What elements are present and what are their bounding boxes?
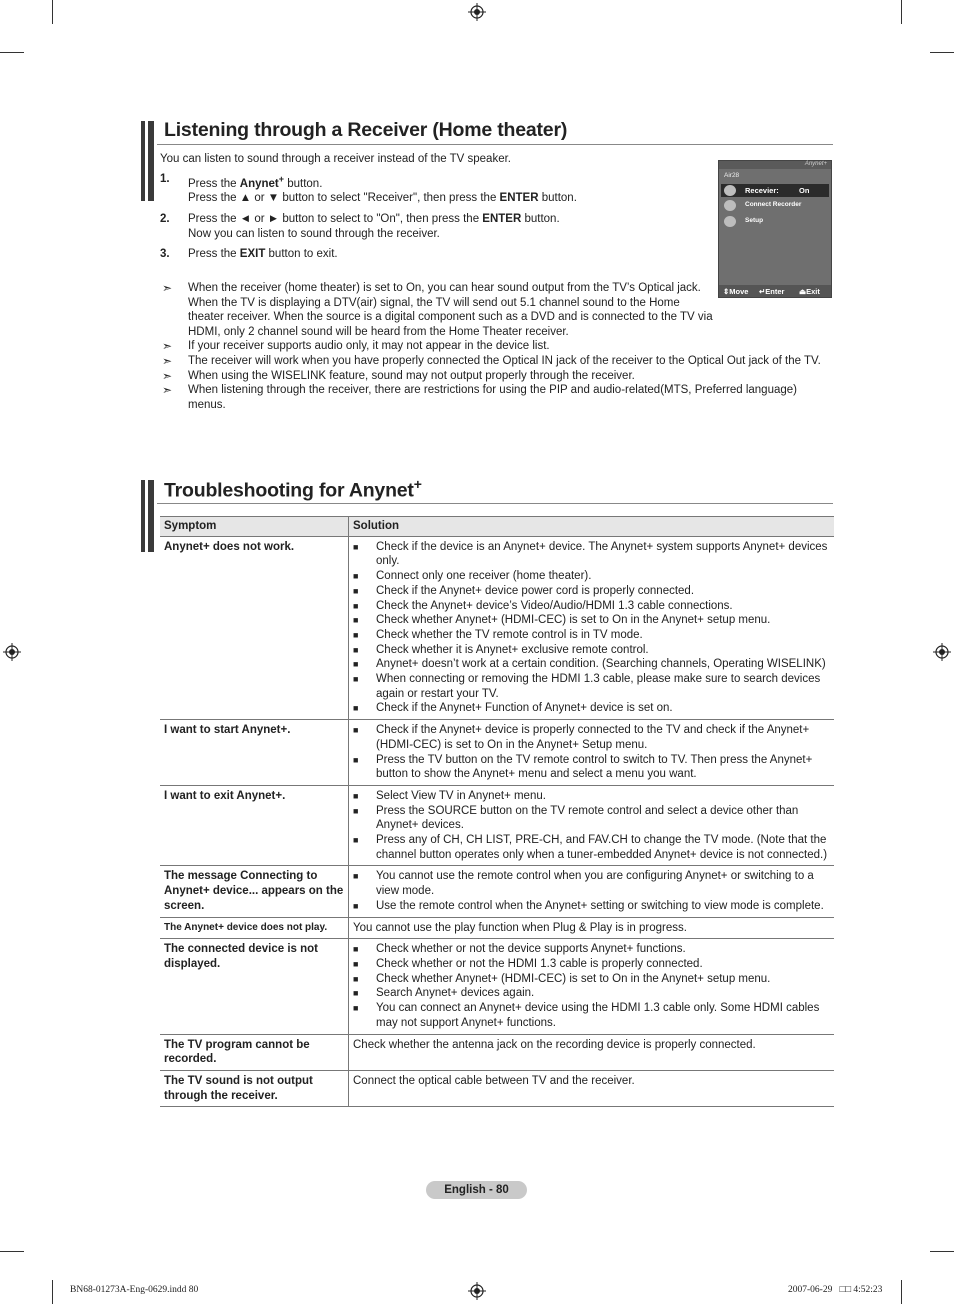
step-number: 1. [160, 173, 170, 185]
solution-item: ■ Check whether Anynet+ (HDMI-CEC) is set to On in the Anynet+ setup menu. [353, 972, 771, 985]
osd-item-setup: Setup [721, 215, 829, 228]
crop-mark [0, 52, 24, 53]
step-item [160, 247, 620, 262]
solution-item: ■ Search Anynet+ devices again. [353, 987, 535, 1000]
bullet-icon: ■ [353, 790, 359, 801]
solution-cell [349, 785, 835, 866]
step-item [160, 172, 620, 206]
step-line: Press the ▲ or ▼ button to select "Receiver", then press the ENTER button. [188, 192, 577, 205]
solution-item: ■ Use the remote control when the Anynet+ setting or switching to view mode is complete. [353, 899, 824, 912]
bullet-icon: ■ [353, 600, 359, 611]
column-header: Solution [349, 517, 835, 537]
solution-item: ■ Check whether or not the HDMI 1.3 cable is properly connected. [353, 957, 703, 970]
osd-header [719, 161, 831, 169]
symptom-cell: The TV program cannot be recorded. [160, 1034, 349, 1070]
step-item [160, 212, 620, 241]
enter-hint: ↵Enter [759, 287, 785, 296]
intro-text: You can listen to sound through a receiver instead of the TV speaker. [160, 153, 511, 165]
solution-item: ■ Check if the Anynet+ Function of Anynet+ device is set on. [353, 702, 673, 715]
bullet-icon: ■ [353, 958, 359, 969]
solution-item: ■ You cannot use the remote control when you are configuring Anynet+ or switching to a view mode. [353, 870, 814, 898]
osd-item-connect-recorder: Connect Recorder [721, 199, 829, 212]
solution-item: ■ Check if the Anynet+ device power cord is properly connected. [353, 584, 695, 597]
crop-mark [901, 0, 902, 24]
solution-item: ■ Check whether or not the device supports Anynet+ functions. [353, 943, 686, 956]
troubleshooting-table [160, 516, 834, 1107]
gear-icon [724, 216, 736, 227]
table-row [160, 939, 834, 1034]
solution-item: ■ Check if the Anynet+ device is properly connected to the TV and check if the Anynet+ (HDMI-CEC) is set to On in the Anynet+ Setup menu. [353, 724, 810, 751]
solution-cell [349, 720, 835, 786]
step-line: Press the Anynet+ button. [188, 174, 323, 190]
solution-item: ■ Check whether Anynet+ (HDMI-CEC) is set to On in the Anynet+ setup menu. [353, 614, 771, 627]
symptom-cell: I want to exit Anynet+. [160, 785, 349, 866]
bullet-icon: ■ [353, 659, 359, 670]
bullet-icon: ■ [353, 644, 359, 655]
page-number: English - 80 [426, 1181, 527, 1199]
arrow-icon: ➣ [162, 339, 173, 354]
print-date: 2007-06-29 □□ 4:52:23 [788, 1285, 883, 1295]
step-list [160, 172, 620, 268]
step-number: 3. [160, 248, 170, 261]
registration-mark-icon [3, 643, 21, 661]
registration-mark-icon [468, 1282, 486, 1300]
crop-mark [930, 52, 954, 53]
symptom-cell: I want to start Anynet+. [160, 720, 349, 786]
arrow-icon: ➣ [162, 353, 173, 368]
solution-item: ■ Press the SOURCE button on the TV remote control and select a device other than Anynet+ devices. [353, 804, 799, 832]
note-item: ➣ When listening through the receiver, there are restrictions for using the PIP and audio-related(MTS, Preferred language) menus. [162, 383, 797, 411]
registration-mark-icon [933, 643, 951, 661]
solution-item: ■ Check whether the TV remote control is in TV mode. [353, 628, 643, 641]
note-item: ➣ If your receiver supports audio only, it may not appear in the device list. [162, 339, 550, 354]
bullet-icon: ■ [353, 754, 359, 765]
note-item: ➣ When using the WISELINK feature, sound may not output properly through the receiver. [162, 368, 635, 383]
solution-cell [349, 866, 835, 917]
step-line: Press the EXIT button to exit. [188, 248, 338, 261]
note-list [160, 281, 825, 412]
arrow-icon: ➣ [162, 281, 173, 295]
symptom-cell: The message Connecting to Anynet+ device... appears on the screen. [160, 866, 349, 917]
arrow-icon: ➣ [162, 383, 173, 398]
solution-cell: You cannot use the play function when Plug & Play is in progress. [349, 917, 835, 939]
bullet-icon: ■ [353, 871, 359, 882]
note-item: ➣ The receiver will work when you have properly connected the Optical IN jack of the receiver to the Optical Out jack of the TV. [162, 353, 821, 368]
osd-source: Air28 [724, 172, 740, 179]
arrow-icon: ➣ [162, 368, 173, 383]
bullet-icon: ■ [353, 615, 359, 626]
bullet-icon: ■ [353, 835, 359, 846]
exit-hint: ⏏Exit [799, 287, 820, 296]
bullet-icon: ■ [353, 988, 359, 999]
table-row [160, 536, 834, 719]
step-line: Press the ◄ or ► button to select to "On", then press the ENTER button. [188, 213, 560, 226]
symptom-cell: Anynet+ does not work. [160, 536, 349, 719]
table-row [160, 720, 834, 786]
registration-mark-icon [468, 3, 486, 21]
section-title: Listening through a Receiver (Home theater) [164, 119, 568, 141]
bullet-icon: ■ [353, 944, 359, 955]
move-hint: ⇕Move [723, 287, 749, 296]
crop-mark [930, 1251, 954, 1252]
symptom-cell: The Anynet+ device does not play. [160, 917, 349, 939]
step-line: Now you can listen to sound through the receiver. [188, 227, 440, 240]
osd-menu-screenshot [718, 160, 832, 298]
bullet-icon: ■ [353, 805, 359, 816]
section-title: Troubleshooting for Anynet+ [164, 476, 422, 502]
solution-cell: Connect the optical cable between TV and the receiver. [349, 1070, 835, 1106]
file-info: BN68-01273A-Eng-0629.indd 80 [70, 1285, 199, 1295]
solution-item: ■ Check the Anynet+ device’s Video/Audio/HDMI 1.3 cable connections. [353, 599, 733, 612]
bullet-icon: ■ [353, 571, 359, 582]
solution-item: ■ Connect only one receiver (home theater). [353, 570, 592, 583]
solution-item: ■ Press the TV button on the TV remote control to switch to TV. Then press the Anynet+ button to show the Anynet+ menu and select a menu you want. [353, 753, 813, 781]
divider [157, 503, 833, 504]
step-number: 2. [160, 213, 170, 226]
symptom-cell: The TV sound is not output through the receiver. [160, 1070, 349, 1106]
table-row [160, 866, 834, 917]
solution-item: ■ Press any of CH, CH LIST, PRE-CH, and FAV.CH to change the TV mode. (Note that the channel button operates only when a tuner-embedded Anynet+ device is not connected.) [353, 834, 828, 861]
receiver-icon [724, 185, 736, 196]
note-item: ➣ When the receiver (home theater) is set to On, you can hear sound output from the TV’s Optical jack. When the TV is displaying a DTV(air) signal, the TV will send out 5.1 channel sound to the Home theater receiver. When the source is a digital component such as a DVD and is connected to the TV via HDMI, only 2 channel sound will be heard from the Home Theater receiver. [162, 281, 713, 338]
bullet-icon: ■ [353, 725, 359, 736]
solution-item: ■ Anynet+ doesn’t work at a certain condition. (Searching channels, Operating WISELINK) [353, 658, 826, 671]
bullet-icon: ■ [353, 629, 359, 640]
divider [157, 144, 833, 145]
crop-mark [52, 0, 53, 24]
table-row [160, 1070, 834, 1106]
osd-brand: Anynet+ [804, 161, 827, 167]
bullet-icon: ■ [353, 674, 359, 685]
table-row [160, 1034, 834, 1070]
crop-mark [0, 1251, 24, 1252]
table-row [160, 785, 834, 866]
table-row [160, 917, 834, 939]
bullet-icon: ■ [353, 703, 359, 714]
recorder-icon [724, 200, 736, 211]
section-marker [141, 480, 154, 552]
solution-item: ■ When connecting or removing the HDMI 1.3 cable, please make sure to search devices again or restart your TV. [353, 673, 821, 700]
bullet-icon: ■ [353, 1003, 359, 1014]
solution-item: ■ You can connect an Anynet+ device using the HDMI 1.3 cable only. Some HDMI cables may not support Anynet+ functions. [353, 1002, 820, 1029]
solution-cell [349, 536, 835, 719]
solution-item: ■ Select View TV in Anynet+ menu. [353, 789, 546, 802]
crop-mark [52, 1280, 53, 1304]
solution-item: ■ Check if the device is an Anynet+ device. The Anynet+ system supports Anynet+ devices only. [353, 540, 828, 568]
bullet-icon: ■ [353, 585, 359, 596]
table-header [160, 517, 834, 537]
osd-item-receiver: Recevier: On [721, 184, 829, 197]
bullet-icon: ■ [353, 973, 359, 984]
crop-mark [901, 1280, 902, 1304]
symptom-cell: The connected device is not displayed. [160, 939, 349, 1034]
column-header: Symptom [160, 517, 349, 537]
solution-item: ■ Check whether it is Anynet+ exclusive remote control. [353, 643, 649, 656]
section-marker [141, 121, 154, 201]
bullet-icon: ■ [353, 541, 359, 552]
solution-cell [349, 939, 835, 1034]
bullet-icon: ■ [353, 900, 359, 911]
solution-cell: Check whether the antenna jack on the recording device is properly connected. [349, 1034, 835, 1070]
